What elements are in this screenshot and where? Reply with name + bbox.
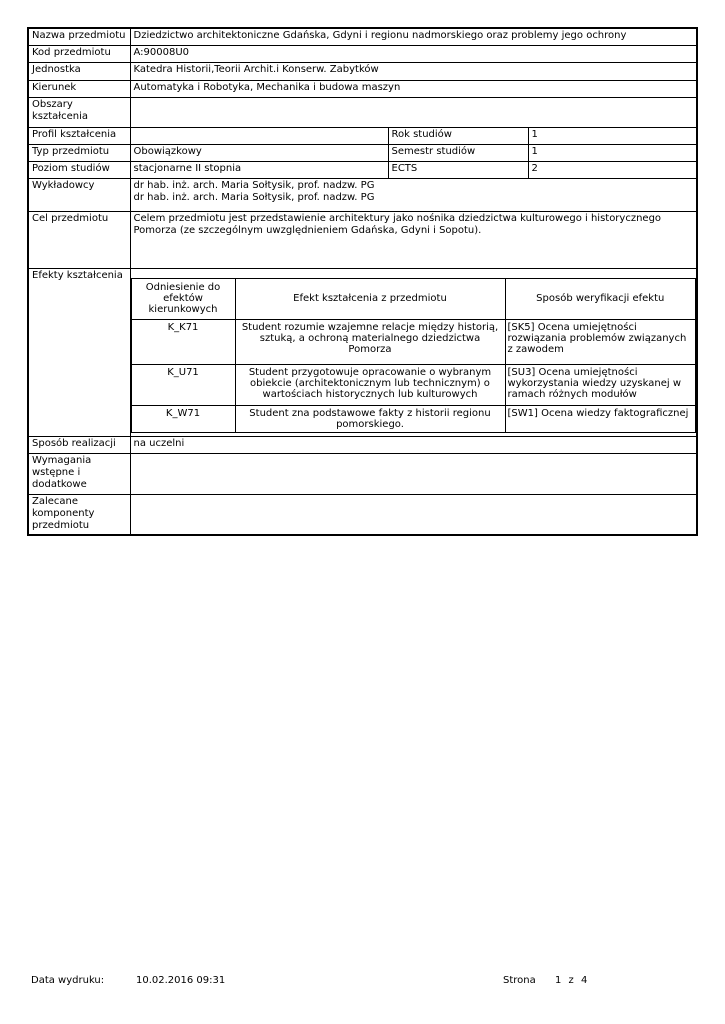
effect-verification: [SW1] Ocena wiedzy faktograficznej [505,405,696,432]
areas-label: Obszary kształcenia [28,97,130,127]
page-label: Strona [503,975,536,986]
effects-header-reference: Odniesienie do efektów kierunkowych [131,278,235,319]
year-label: Rok studiów [388,127,528,144]
effects-header-verification: Sposób weryfikacji efektu [505,278,696,319]
components-value [130,494,697,535]
effect-verification: [SK5] Ocena umiejętności rozwiązania problemów związanych z zawodem [505,319,696,364]
effect-reference: K_W71 [131,405,235,432]
course-card [27,27,696,536]
ects-value: 2 [528,161,697,178]
print-date: 10.02.2016 09:31 [136,975,226,986]
semester-value: 1 [528,144,697,161]
print-date-label: Data wydruku: [31,975,105,986]
effects-label: Efekty kształcenia [28,268,130,436]
requirements-label: Wymagania wstępne i dodatkowe [28,453,130,494]
course-name-label: Nazwa przedmiotu [28,28,130,45]
code-label: Kod przedmiotu [28,45,130,62]
effects-table [131,278,697,433]
components-label: Zalecane komponenty przedmiotu [28,494,130,535]
effect-reference: K_U71 [131,364,235,405]
effect-description: Student rozumie wzajemne relacje między historią, sztuką, a ochroną materialnego dziedzictwa Pomorza [235,319,505,364]
profile-value [130,127,388,144]
lecturer-name: dr hab. inż. arch. Maria Sołtysik, prof. nadzw. PG [133,191,375,203]
effect-description: Student zna podstawowe fakty z historii regionu pomorskiego. [235,405,505,432]
course-code: A:90008U0 [130,45,697,62]
unit-value: Katedra Historii,Teorii Archit.i Konserw. Zabytków [130,62,697,80]
direction-label: Kierunek [28,80,130,97]
page-number: 1 z 4 [555,975,588,986]
type-value: Obowiązkowy [130,144,388,161]
unit-label: Jednostka [28,62,130,80]
purpose-value: Celem przedmiotu jest przedstawienie architektury jako nośnika dziedzictwa kulturowego i historycznego Pomorza (ze szczególnym uwzględnieniem Gdańska, Gdyni i Sopotu). [130,211,697,268]
purpose-label: Cel przedmiotu [28,211,130,268]
realization-label: Sposób realizacji [28,436,130,453]
effect-reference: K_K71 [131,319,235,364]
ects-label: ECTS [388,161,528,178]
lecturers-label: Wykładowcy [28,178,130,211]
effect-verification: [SU3] Ocena umiejętności wykorzystania wiedzy uzyskanej w ramach różnych modułów [505,364,696,405]
lecturer-name: dr hab. inż. arch. Maria Sołtysik, prof. nadzw. PG [133,179,375,191]
course-table [27,27,698,536]
effects-cell [130,268,697,436]
effects-header-effect: Efekt kształcenia z przedmiotu [235,278,505,319]
course-name: Dziedzictwo architektoniczne Gdańska, Gdyni i regionu nadmorskiego oraz problemy jego ochrony [130,28,697,45]
profile-label: Profil kształcenia [28,127,130,144]
level-value: stacjonarne II stopnia [130,161,388,178]
realization-value: na uczelni [130,436,697,453]
semester-label: Semestr studiów [388,144,528,161]
areas-value [130,97,697,127]
type-label: Typ przedmiotu [28,144,130,161]
level-label: Poziom studiów [28,161,130,178]
effect-description: Student przygotowuje opracowanie o wybranym obiekcie (architektonicznym lub technicznym) o wartościach historycznych lub kulturowych [235,364,505,405]
direction-value: Automatyka i Robotyka, Mechanika i budowa maszyn [130,80,697,97]
requirements-value [130,453,697,494]
lecturers-value [130,178,697,211]
year-value: 1 [528,127,697,144]
